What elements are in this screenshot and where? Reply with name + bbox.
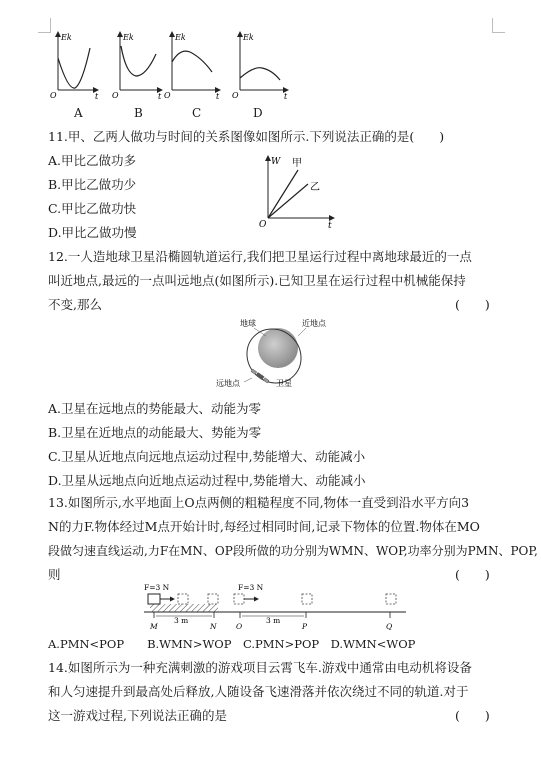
q13-force-label-2: F=3 N <box>238 583 264 592</box>
q11-option-d: D.甲比乙做功慢 <box>48 225 137 240</box>
q11-option-b: B.甲比乙做功少 <box>48 177 137 192</box>
graph-a <box>50 32 99 100</box>
graph-b-origin: O <box>112 91 119 100</box>
q13-point-o: O <box>236 622 243 630</box>
q13-distance-label-1: 3 m <box>174 616 189 625</box>
graph-d <box>232 32 288 100</box>
graph-c-origin: O <box>164 91 171 100</box>
q12-option-a: A.卫星在远地点的势能最大、动能为零 <box>48 401 262 416</box>
q13-line-3: 段做匀速直线运动,力F在MN、OP段所做的功分别为WMN、WOP,功率分别为PMN、POP, <box>48 544 538 558</box>
q11-work-time-graph <box>256 152 338 230</box>
corner-mark-right <box>492 18 505 33</box>
q12-line-1: 12.一人造地球卫星沿椭圆轨道运行,我们把卫星运行过程中离地球最近的一点 <box>48 249 472 264</box>
q12-option-d: D.卫星从远地点向近地点运动过程中,势能增大、动能减小 <box>48 473 366 488</box>
block-at-m <box>148 594 160 604</box>
graph-b <box>112 32 162 100</box>
q13-distance-label-2: 3 m <box>266 616 281 625</box>
q12-orbit-figure <box>210 316 350 390</box>
q14-line-2: 和人匀速提升到最高处后释放,人随设备飞速滑落并依次绕过不同的轨道.对于 <box>48 684 469 699</box>
q12-earth-label: 地球 <box>240 319 256 328</box>
q13-point-n: N <box>210 622 217 630</box>
block-position-3 <box>234 594 244 604</box>
q13-point-p: P <box>302 622 308 630</box>
q13-point-q: Q <box>386 622 393 630</box>
graph-c <box>164 32 220 100</box>
q13-motion-figure <box>140 578 410 630</box>
q12-perigee-label: 近地点 <box>302 319 326 328</box>
q11-graph-line2-label: 乙 <box>310 182 320 193</box>
ek-t-graphs <box>40 28 310 100</box>
graph-b-y-label: Ek <box>123 33 134 42</box>
block-position-4 <box>302 594 312 604</box>
graph-label-b: B <box>134 106 143 120</box>
q11-graph-y-label: W <box>271 157 281 167</box>
earth-icon <box>258 328 298 368</box>
q11-graph-x-label: t <box>328 221 332 230</box>
q11-graph-origin: O <box>259 220 267 230</box>
q13-line-2: N的力F.物体经过M点开始计时,每经过相同时间,记录下物体的位置.物体在MO <box>48 519 480 534</box>
block-position-5 <box>386 594 396 604</box>
q12-satellite-label: 卫星 <box>276 379 292 388</box>
q13-line-1: 13.如图所示,水平地面上O点两侧的粗糙程度不同,物体一直受到沿水平方向3 <box>48 495 470 510</box>
q12-option-b: B.卫星在近地点的动能最大、势能为零 <box>48 425 262 440</box>
q11-option-c: C.甲比乙做功快 <box>48 201 137 216</box>
q14-answer-paren: ( ) <box>455 708 490 723</box>
q11-option-a: A.甲比乙做功多 <box>48 153 137 168</box>
graph-d-x-label: t <box>284 92 288 100</box>
q13-point-m: M <box>150 622 158 630</box>
graph-b-x-label: t <box>158 92 162 100</box>
graph-a-origin: O <box>50 91 57 100</box>
q11-graph-line1-label: 甲 <box>292 158 302 169</box>
q12-option-c: C.卫星从近地点向远地点运动过程中,势能增大、动能减小 <box>48 449 366 464</box>
graph-d-y-label: Ek <box>243 33 254 42</box>
q14-line-3: 这一游戏过程,下列说法正确的是 <box>48 708 227 723</box>
graph-label-c: C <box>192 106 202 120</box>
graph-d-origin: O <box>232 91 239 100</box>
q12-apogee-label: 远地点 <box>216 379 240 388</box>
q11-stem: 11.甲、乙两人做功与时间的关系图像如图所示.下列说法正确的是( ) <box>48 129 445 144</box>
graph-c-y-label: Ek <box>175 33 186 42</box>
satellite-icon <box>251 369 270 384</box>
q13-answer-paren: ( ) <box>455 567 490 582</box>
graph-a-x-label: t <box>95 92 99 100</box>
q12-answer-paren: ( ) <box>455 297 490 312</box>
q14-line-1: 14.如图所示为一种充满刺激的游戏项目云霄飞车.游戏中通常由电动机将设备 <box>48 660 472 675</box>
graph-label-d: D <box>253 106 263 120</box>
q13-options: A.PMN<POP B.WMN>WOP C.PMN>POP D.WMN<WOP <box>48 637 416 651</box>
graph-c-x-label: t <box>216 92 220 100</box>
q13-line-4: 则 <box>48 567 61 582</box>
graph-a-y-label: Ek <box>61 33 72 42</box>
q12-line-3: 不变,那么 <box>48 297 102 312</box>
q12-line-2: 叫近地点,最远的一点叫远地点(如图所示).已知卫星在运行过程中机械能保持 <box>48 273 466 288</box>
graph-label-a: A <box>74 106 83 120</box>
q13-force-label-1: F=3 N <box>144 583 170 592</box>
block-position-1 <box>178 594 188 604</box>
block-position-2 <box>208 594 218 604</box>
